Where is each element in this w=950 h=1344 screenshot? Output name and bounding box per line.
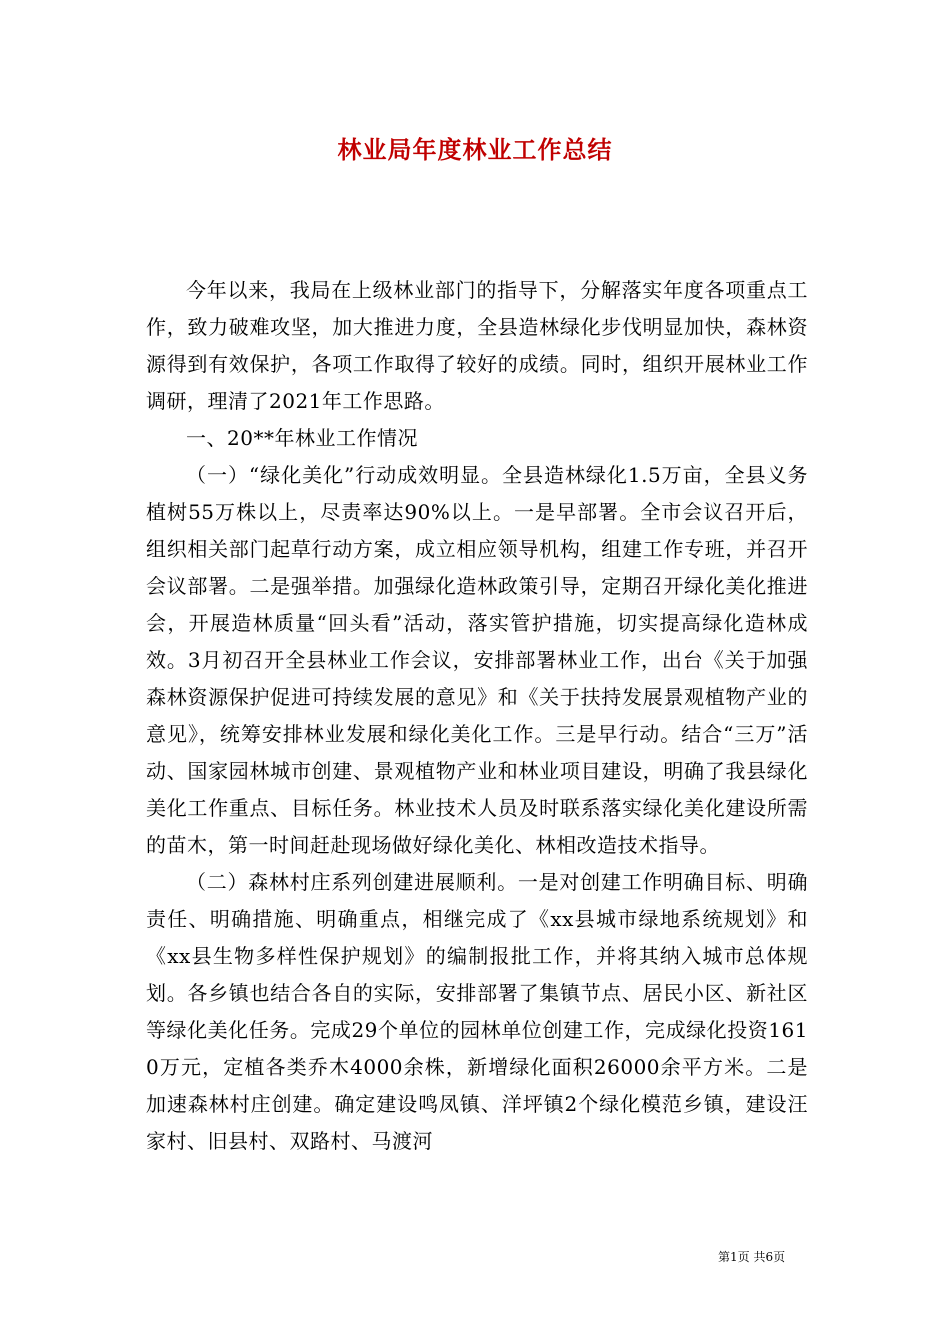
paragraph-section-1: （一）“绿化美化”行动成效明显。全县造林绿化1.5万亩，全县义务植树55万株以上，尽责率达90%以上。一是早部署。全市会议召开后，组织相关部门起草行动方案，成立相应领导机构，组建工作专班，并召开会议部署。二是强举措。加强绿化造林政策引导，定期召开绿化美化推进会，开展造林质量“回头看”活动，落实管护措施，切实提高绿化造林成效。3月初召开全县林业工作会议，安排部署林业工作，出台《关于加强森林资源保护促进可持续发展的意见》和《关于扶持发展景观植物产业的意见》，统筹安排林业发展和绿化美化工作。三是早行动。结合“三万”活动、国家园林城市创建、景观植物产业和林业项目建设，明确了我县绿化美化工作重点、目标任务。林业技术人员及时联系落实绿化美化建设所需的苗木，第一时间赶赴现场做好绿化美化、林相改造技术指导。 [146, 463, 808, 857]
paragraph-section-2: （二）森林村庄系列创建进展顺利。一是对创建工作明确目标、明确责任、明确措施、明确重点，相继完成了《xx县城市绿地系统规划》和《xx县生物多样性保护规划》的编制报批工作，并将其纳入城市总体规划。各乡镇也结合各自的实际，安排部署了集镇节点、居民小区、新社区等绿化美化任务。完成29个单位的园林单位创建工作，完成绿化投资1610万元，定植各类乔木4000余株，新增绿化面积26000余平方米。二是加速森林村庄创建。确定建设鸣凤镇、洋坪镇2个绿化模范乡镇，建设汪家村、旧县村、双路村、马渡河 [146, 870, 808, 1153]
document-body [146, 272, 808, 1160]
page-number: 第1页 共6页 [718, 1250, 786, 1264]
paragraph-intro: 今年以来，我局在上级林业部门的指导下，分解落实年度各项重点工作，致力破难攻坚，加大推进力度，全县造林绿化步伐明显加快，森林资源得到有效保护，各项工作取得了较好的成绩。同时，组织开展林业工作调研，理清了2021年工作思路。 [146, 278, 808, 413]
section-heading: 一、20**年林业工作情况 [186, 426, 418, 450]
document-title: 林业局年度林业工作总结 [337, 136, 613, 164]
